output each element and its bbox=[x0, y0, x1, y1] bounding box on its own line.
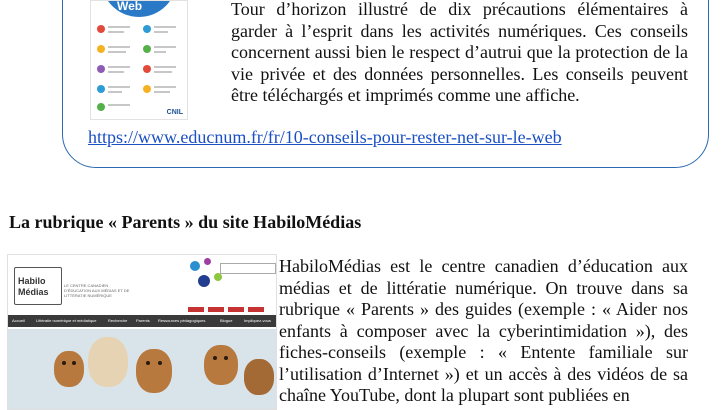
decor-bubble bbox=[198, 275, 210, 287]
educnum-link[interactable]: https://www.educnum.fr/fr/10-conseils-pour-rester-net-sur-le-web bbox=[88, 127, 562, 147]
poster-title: Web bbox=[117, 0, 143, 13]
habilomedias-search-input[interactable] bbox=[220, 263, 276, 274]
habilomedias-screenshot[interactable] bbox=[7, 254, 277, 410]
gingerbread-photo bbox=[8, 329, 277, 410]
section-heading: La rubrique « Parents » du site HabiloMédias bbox=[9, 212, 362, 232]
habilomedias-nav-bar[interactable]: Accueil Littératie numérique et médiatique Recherche Parents Ressources pédagogiques Blogue Impliquez-vous bbox=[8, 315, 277, 327]
habilomedias-description: HabiloMédias est le centre canadien d’éducation aux médias et de littératie numérique. On trouve dans sa rubrique « Parents » des guides (exemple : « Aider nos enfants à composer avec la cyberintimidation »), des fiches-conseils (exemple : « Entente familiale sur l’utilisation d’Internet ») et un accès à des vidéos de sa chaîne YouTube, dont la plupart sont publiées en bbox=[279, 256, 688, 405]
habilomedias-logo: Habilo Médias bbox=[14, 267, 62, 305]
habilomedias-tagline: LE CENTRE CANADIEN D’ÉDUCATION AUX MÉDIAS ET DE LITTÉRATIE NUMÉRIQUE bbox=[64, 283, 130, 298]
decor-bubble bbox=[204, 258, 211, 265]
decor-bubble bbox=[190, 261, 200, 271]
educnum-poster-thumbnail[interactable] bbox=[90, 0, 188, 120]
educnum-description: Tour d’horizon illustré de dix précautions élémentaires à garder à l’esprit dans les activités numériques. Ces conseils concernent aussi bien le respect d’autrui que la protection de la vie privée et des données personnelles. Les conseils peuvent être téléchargés et imprimés comme une affiche. bbox=[231, 0, 688, 105]
cnil-logo: CNIL bbox=[166, 109, 183, 116]
decor-bubble bbox=[214, 273, 222, 281]
